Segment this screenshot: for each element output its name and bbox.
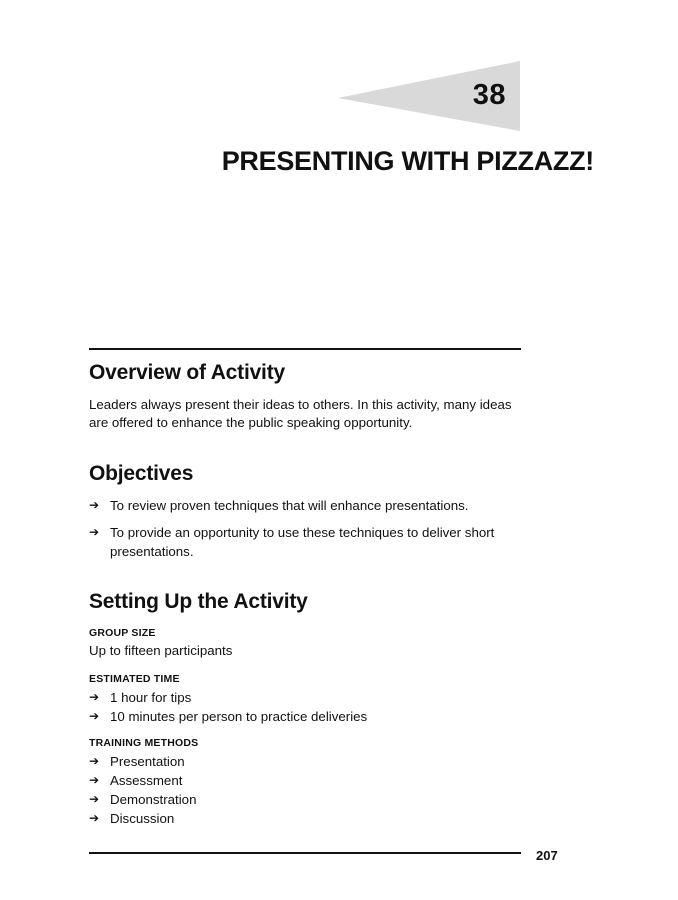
training-methods-label: TRAINING METHODS (89, 737, 199, 749)
chapter-title: PRESENTING WITH PIZZAZZ! (221, 146, 594, 176)
right-arrow-icon: ➔ (89, 754, 100, 768)
estimated-time-label: ESTIMATED TIME (89, 673, 180, 685)
method-text: Presentation (110, 754, 185, 769)
right-arrow-icon: ➔ (89, 690, 100, 704)
overview-heading: Overview of Activity (89, 361, 285, 384)
chapter-number: 38 (472, 79, 506, 111)
method-item (89, 809, 529, 828)
objective-item (89, 496, 529, 515)
method-text: Assessment (110, 773, 183, 788)
right-arrow-icon: ➔ (89, 709, 100, 723)
page-number: 207 (536, 848, 558, 863)
time-item (89, 707, 529, 726)
objective-item (89, 523, 529, 561)
right-arrow-icon: ➔ (89, 811, 100, 825)
method-text: Discussion (110, 811, 175, 826)
method-item (89, 790, 529, 809)
group-size-label: GROUP SIZE (89, 627, 156, 639)
chapter-number-tab (338, 61, 522, 131)
time-item (89, 688, 529, 707)
right-arrow-icon: ➔ (89, 525, 100, 539)
right-arrow-icon: ➔ (89, 792, 100, 806)
objectives-list (89, 496, 529, 569)
overview-text: Leaders always present their ideas to others. In this activity, many ideas are offered to enhance the public speaking opportunity. (89, 397, 512, 430)
training-methods-list (89, 752, 529, 828)
right-arrow-icon: ➔ (89, 498, 100, 512)
time-text: 1 hour for tips (110, 690, 192, 705)
method-item (89, 752, 529, 771)
group-size-value: Up to fifteen participants (89, 643, 233, 658)
estimated-time-list (89, 688, 529, 726)
method-item (89, 771, 529, 790)
section-divider (89, 348, 521, 350)
method-text: Demonstration (110, 792, 197, 807)
footer-rule (89, 852, 521, 854)
right-arrow-icon: ➔ (89, 773, 100, 787)
objective-text: To review proven techniques that will enhance presentations. (110, 498, 469, 513)
objectives-heading: Objectives (89, 462, 194, 485)
time-text: 10 minutes per person to practice deliveries (110, 709, 368, 724)
setup-heading: Setting Up the Activity (89, 590, 308, 613)
objective-text: To provide an opportunity to use these techniques to deliver short presentations. (110, 525, 495, 559)
